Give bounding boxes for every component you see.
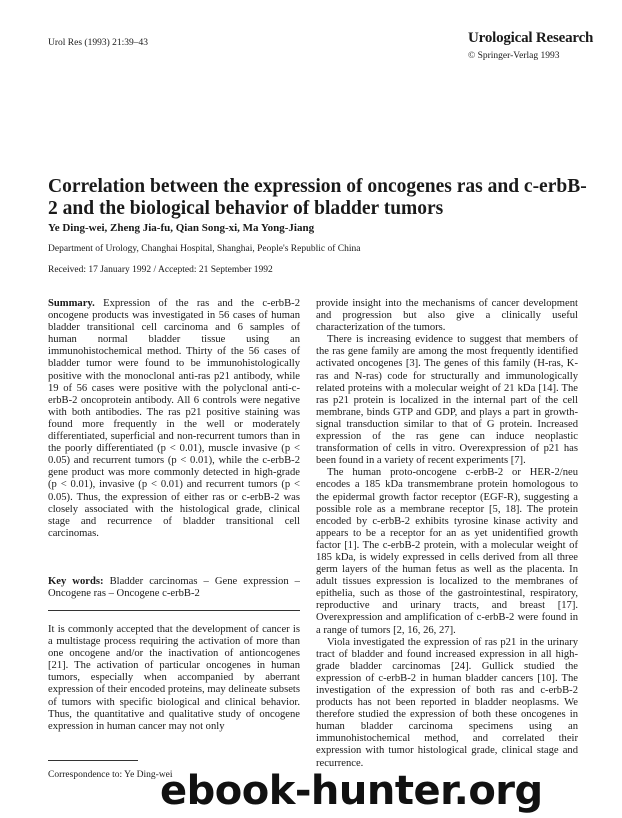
- summary-text: Expression of the ras and the c-erbB-2 oncogene products was investigated in 56 cases of human bladder transitional cell carcinoma and 6 samples of human normal bladder tissue using an immunohistochemical method. Thirty of the 56 cases of bladder tumor were found to be immunohistologically positive with the monoclonal anti-ras p21 antibody, while 19 of 56 cases were positive with the polyclonal anti-c-erbB-2 oncoprotein antibody. All 6 controls were negative with both antibodies. The ras p21 positive staining was found more frequently in the well or moderately differentiated, superficial and non-recurrent tumors than in the poorly differentiated (p < 0.01), muscle invasive (p < 0.05) and recurrent tumors (p < 0.01), while the c-erbB-2 gene product was more commonly detected in high-grade (p < 0.01), invasive (p < 0.01) and recurrent tumors (p < 0.05). Thus, the expression of either ras or c-erbB-2 was closely associated with the histological grade, clinical stage and recurrence of bladder transitional cell carcinomas.: [48, 298, 300, 539]
- keywords-text: Bladder carcinomas – Gene expression – Oncogene ras – Oncogene c-erbB-2: [48, 576, 300, 600]
- right-paragraph: provide insight into the mechanisms of cancer development and progression but also give a clinically useful characterization of the tumors.: [316, 298, 578, 334]
- keywords-label: Key words:: [48, 576, 104, 587]
- right-paragraph: The human proto-oncogene c-erbB-2 or HER-2/neu encodes a 185 kDa transmembrane protein homologous to the epidermal growth factor receptor (EGF-R), suggesting a possible role as a membrane receptor [5, 18]. The protein encoded by c-erbB-2 exhibits tyrosine kinase activity and appears to be a receptor for an as yet unidentified growth factor [1]. The c-erbB-2 protein, with a molecular weight of 185 kDa, is widely expressed in cells derived from all three germ layers of the human fetus as well as the placenta. In adult tissues expression is localized to the membranes of epithelia, such as those of the gastrointestinal, respiratory, reproductive and urinary tracts, and breast [17]. Overexpression and amplification of c-erbB-2 were found in a range of tumors [2, 16, 26, 27].: [316, 467, 578, 636]
- journal-name: Urological Research: [468, 30, 594, 46]
- author-list: Ye Ding-wei, Zheng Jia-fu, Qian Song-xi, Ma Yong-Jiang: [48, 222, 315, 234]
- introduction-left: [48, 624, 300, 733]
- copyright-notice: © Springer-Verlag 1993: [468, 51, 560, 61]
- right-paragraph: Viola investigated the expression of ras p21 in the urinary tract of bladder and found increased expression in all high-grade bladder carcinomas [24]. Gullick studied the expression of c-erbB-2 in human bladder cancers [10]. The investigation of the expression of both ras and c-erbB-2 products has not been reported in bladder neoplasms. We therefore studied the expression of both these oncogenes in human bladder carcinoma specimens using an immunohistochemical method, and correlated their expression with tumor histological grade, clinical stage and recurrence.: [316, 636, 578, 769]
- received-dates: Received: 17 January 1992 / Accepted: 21 September 1992: [48, 265, 273, 275]
- introduction-right: [316, 298, 578, 770]
- footnote-rule: [48, 760, 138, 761]
- intro-paragraph: It is commonly accepted that the development of cancer is a multistage process requiring the activation of more than one oncogene and/or the inactivation of antioncogenes [21]. The activation of particular oncogenes in human tumors, especially when accompanied by aberrant expression of their encoded proteins, may delineate subsets of tumors with specific biological and clinical behavior. Thus, the quantitative and qualitative study of oncogene expression in human cancer may not only: [48, 624, 300, 732]
- article-title: Correlation between the expression of oncogenes ras and c-erbB-2 and the biological behavior of bladder tumors: [48, 176, 587, 219]
- keywords-block: [48, 576, 300, 600]
- summary-block: [48, 298, 300, 540]
- watermark: ebook-hunter.org: [160, 768, 543, 814]
- journal-citation: Urol Res (1993) 21:39–43: [48, 38, 149, 48]
- section-divider: [48, 610, 300, 611]
- summary-label: Summary.: [48, 298, 95, 309]
- correspondence-note: Correspondence to: Ye Ding-wei: [48, 770, 173, 780]
- right-paragraph: There is increasing evidence to suggest that members of the ras gene family are among the most frequently identified activated oncogenes [3]. The genes of this family (H-ras, K-ras and N-ras) code for structurally and immunologically related proteins with a molecular weight of 21 kDa [14]. The ras p21 protein is localized in the internal part of the cell membrane, binds GTP and GDP, and plays a part in growth-signal transduction similar to that of G protein. Increased expression of the ras gene can induce neoplastic transformation of cells in vitro. Overexpression of p21 has been found in a variety of recent experiments [7].: [316, 334, 578, 467]
- affiliation: Department of Urology, Changhai Hospital, Shanghai, People's Republic of China: [48, 244, 361, 254]
